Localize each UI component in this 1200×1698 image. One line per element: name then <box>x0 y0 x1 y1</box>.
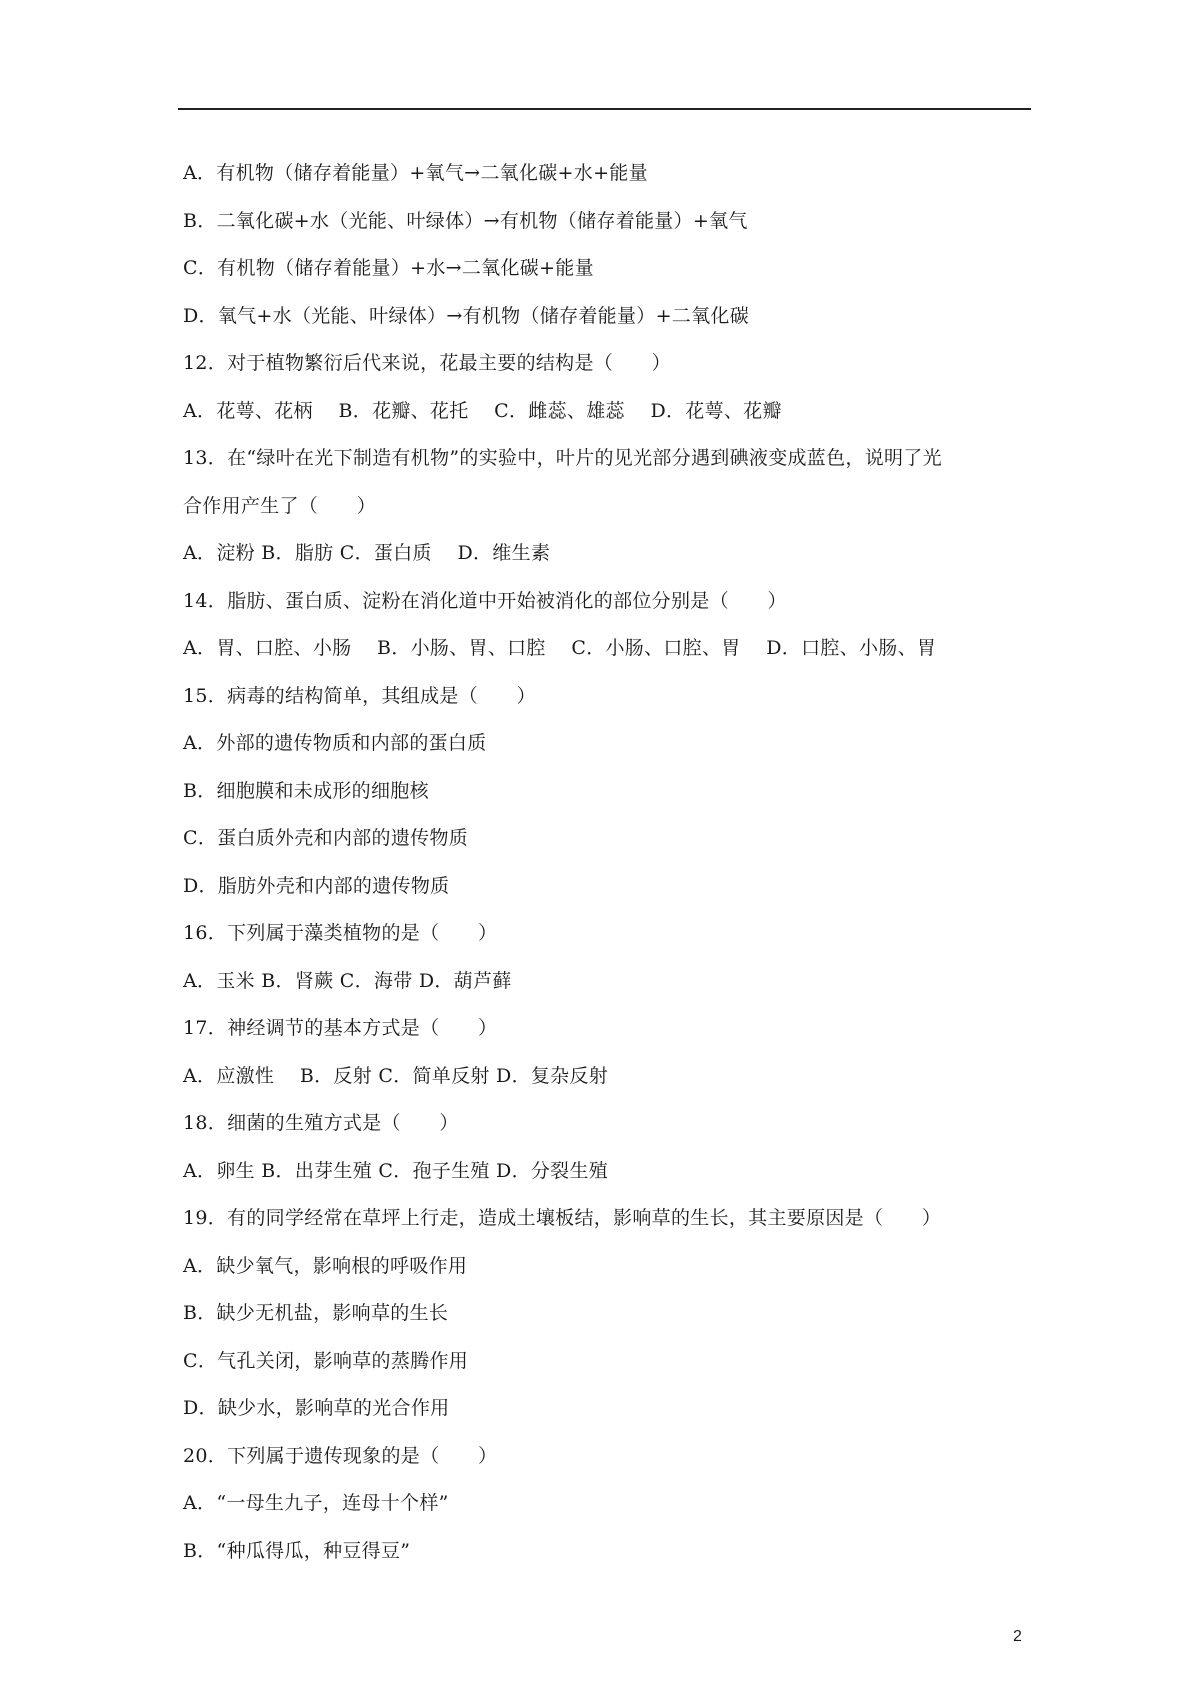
question-12: 12．对于植物繁衍后代来说，花最主要的结构是（ ） <box>183 352 671 374</box>
option-line: C．气孔关闭，影响草的蒸腾作用 <box>183 1349 469 1372</box>
question-13-continued: 合作用产生了（ ） <box>183 494 377 517</box>
question-13: 13．在“绿叶在光下制造有机物”的实验中，叶片的见光部分遇到碘液变成蓝色，说明了光 <box>183 447 942 469</box>
question-20: 20．下列属于遗传现象的是（ ） <box>183 1444 498 1467</box>
question-14: 14．脂肪、蛋白质、淀粉在消化道中开始被消化的部位分别是（ ） <box>183 589 787 612</box>
option-line: A．缺少氧气，影响根的呼吸作用 <box>183 1254 468 1277</box>
page-number: 2 <box>1013 1628 1022 1645</box>
option-line: D．缺少水，影响草的光合作用 <box>183 1397 450 1419</box>
option-line: C．有机物（储存着能量）+水→二氧化碳+能量 <box>183 257 594 279</box>
options-13: A．淀粉 B．脂肪 C．蛋白质 D．维生素 <box>183 542 551 564</box>
option-line: A．外部的遗传物质和内部的蛋白质 <box>183 732 487 754</box>
option-line: B．“种瓜得瓜，种豆得豆” <box>183 1539 411 1562</box>
option-line: A．有机物（储存着能量）+氧气→二氧化碳+水+能量 <box>183 162 648 184</box>
question-19: 19．有的同学经常在草坪上行走，造成土壤板结，影响草的生长，其主要原因是（ ） <box>183 1207 942 1229</box>
options-16: A．玉米 B．肾蕨 C．海带 D．葫芦藓 <box>183 969 512 992</box>
option-line: B．二氧化碳+水（光能、叶绿体）→有机物（储存着能量）+氧气 <box>183 209 748 232</box>
question-18: 18．细菌的生殖方式是（ ） <box>183 1112 459 1134</box>
options-18: A．卵生 B．出芽生殖 C．孢子生殖 D．分裂生殖 <box>183 1159 609 1182</box>
options-12: A．花萼、花柄 B．花瓣、花托 C．雌蕊、雄蕊 D．花萼、花瓣 <box>183 399 782 422</box>
question-15: 15．病毒的结构简单，其组成是（ ） <box>183 684 536 707</box>
option-line: B．细胞膜和未成形的细胞核 <box>183 779 429 802</box>
option-line: C．蛋白质外壳和内部的遗传物质 <box>183 827 469 849</box>
options-14: A．胃、口腔、小肠 B．小肠、胃、口腔 C．小肠、口腔、胃 D．口腔、小肠、胃 <box>183 637 937 659</box>
question-17: 17．神经调节的基本方式是（ ） <box>183 1017 498 1039</box>
option-line: B．缺少无机盐，影响草的生长 <box>183 1302 449 1324</box>
header-rule <box>178 108 1031 110</box>
question-16: 16．下列属于藻类植物的是（ ） <box>183 922 498 944</box>
option-line: D．氧气+水（光能、叶绿体）→有机物（储存着能量）+二氧化碳 <box>183 304 749 327</box>
page-content <box>183 150 1033 1575</box>
options-17: A．应激性 B．反射 C．简单反射 D．复杂反射 <box>183 1064 609 1087</box>
option-line: D．脂肪外壳和内部的遗传物质 <box>183 874 450 897</box>
option-line: A．“一母生九子，连母十个样” <box>183 1492 449 1514</box>
